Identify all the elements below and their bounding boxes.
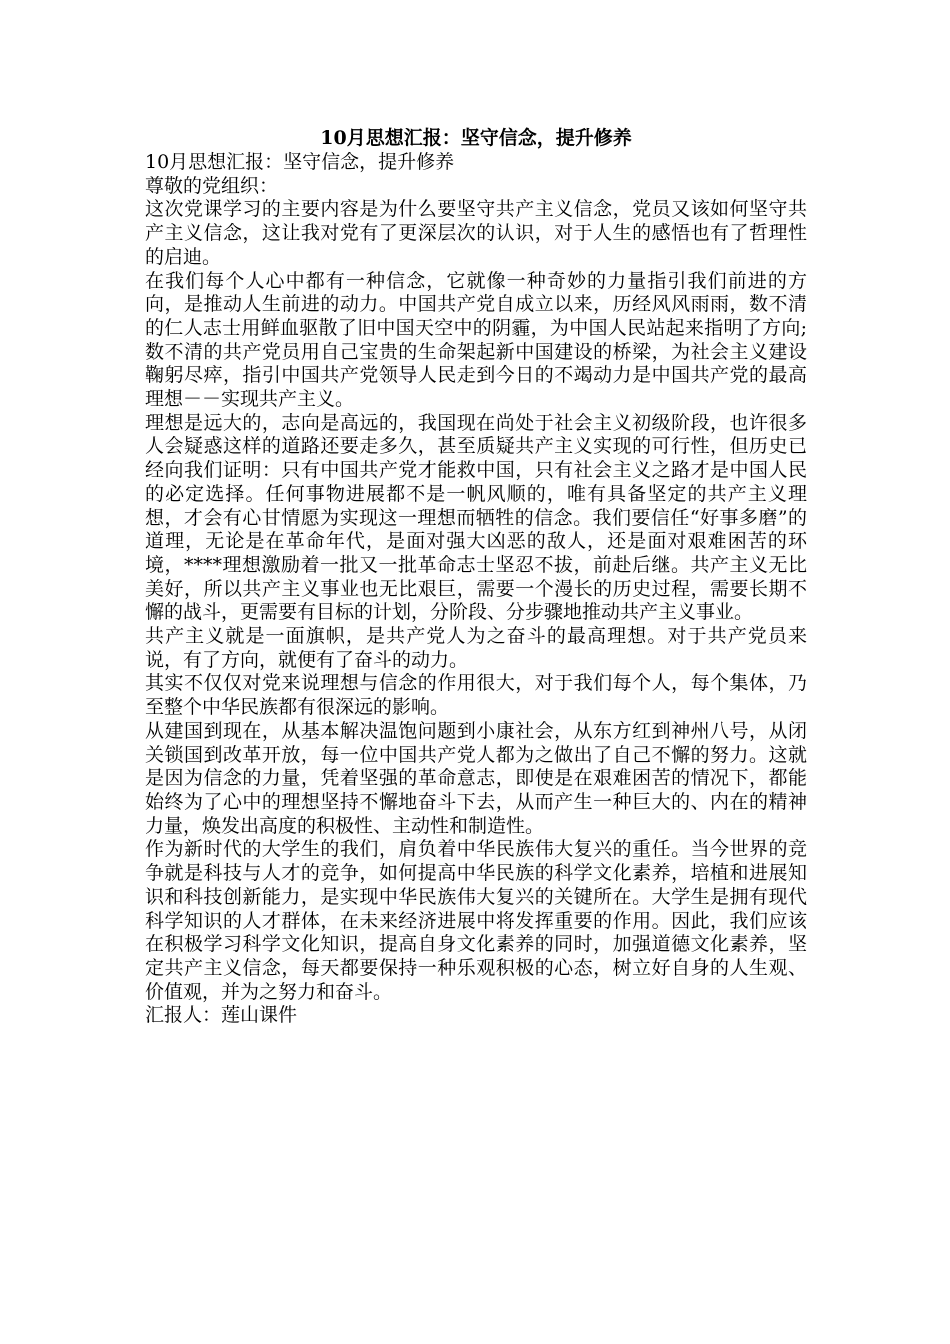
paragraph: 在我们每个人心中都有一种信念，它就像一种奇妙的力量指引我们前进的方向，是推动人生前进的动力。中国共产党自成立以来，历经风风雨雨，数不清的仁人志士用鲜血驱散了旧中国天空中的阴霾，为中国人民站起来指明了方向;数不清的共产党员用自己宝贵的生命架起新中国建设的桥梁，为社会主义建设鞠躬尽瘁，指引中国共产党领导人民走到今日的不竭动力是中国共产党的最高理想－－实现共产主义。 bbox=[145, 269, 807, 411]
paragraph: 作为新时代的大学生的我们，肩负着中华民族伟大复兴的重任。当今世界的竞争就是科技与人才的竞争，如何提高中华民族的科学文化素养，培植和进展知识和科技创新能力，是实现中华民族伟大复兴的关键所在。大学生是拥有现代科学知识的人才群体，在未来经济进展中将发挥重要的作用。因此，我们应该在积极学习科学文化知识，提高自身文化素养的同时，加强道德文化素养，坚定共产主义信念，每天都要保持一种乐观积极的心态，树立好自身的人生观、价值观，并为之努力和奋斗。 bbox=[145, 838, 807, 1003]
paragraph: 共产主义就是一面旗帜，是共产党人为之奋斗的最高理想。对于共产党员来说，有了方向，就便有了奋斗的动力。 bbox=[145, 625, 807, 671]
document-title: 10月思想汇报：坚守信念，提升修养 bbox=[320, 127, 632, 149]
paragraph: 这次党课学习的主要内容是为什么要坚守共产主义信念，党员又该如何坚守共产主义信念，这让我对党有了更深层次的认识，对于人生的感悟也有了哲理性的启迪。 bbox=[145, 198, 807, 268]
paragraph: 其实不仅仅对党来说理想与信念的作用很大，对于我们每个人，每个集体，乃至整个中华民族都有很深远的影响。 bbox=[145, 672, 807, 719]
salutation: 尊敬的党组织： bbox=[145, 174, 279, 197]
paragraph: 理想是远大的，志向是高远的，我国现在尚处于社会主义初级阶段，也许很多人会疑惑这样的道路还要走多久，甚至质疑共产主义实现的可行性，但历史已经向我们证明：只有中国共产党才能救中国，只有社会主义之路才是中国人民的必定选择。任何事物进展都不是一帆风顺的，唯有具备坚定的共产主义理想，才会有心甘情愿为实现这一理想而牺牲的信念。我们要信任“好事多磨”的道理，无论是在革命年代，是面对强大凶恶的敌人，还是面对艰难困苦的环境，****理想激励着一批又一批革命志士坚忍不拔，前赴后继。共产主义无比美好，所以共产主义事业也无比艰巨，需要一个漫长的历史过程，需要长期不懈的战斗，更需要有目标的计划，分阶段、分步骤地推动共产主义事业。 bbox=[145, 411, 807, 624]
document-subtitle: 10月思想汇报：坚守信念，提升修养 bbox=[145, 151, 455, 173]
signature: 汇报人：莲山课件 bbox=[145, 1004, 298, 1027]
paragraph: 从建国到现在，从基本解决温饱问题到小康社会，从东方红到神州八号，从闭关锁国到改革开放，每一位中国共产党人都为之做出了自己不懈的努力。这就是因为信念的力量，凭着坚强的革命意志，即使是在艰难困苦的情况下，都能始终为了心中的理想坚持不懈地奋斗下去，从而产生一种巨大的、内在的精神力量，焕发出高度的积极性、主动性和制造性。 bbox=[145, 719, 807, 837]
document-body bbox=[145, 126, 807, 1028]
